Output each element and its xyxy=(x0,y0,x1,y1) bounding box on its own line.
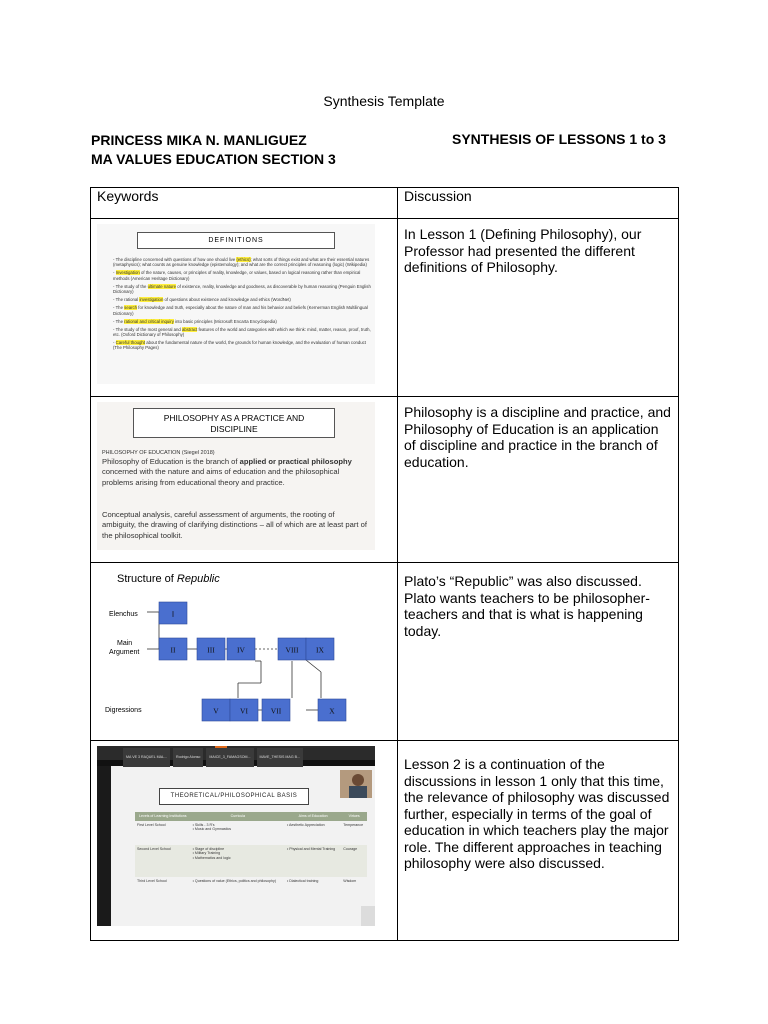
basis-table-cell: Wisdom xyxy=(343,878,357,883)
table-row xyxy=(91,563,679,741)
paragraph-emphasis: applied or practical philosophy xyxy=(239,457,352,466)
basis-table-row xyxy=(135,877,367,901)
main-argument-label: Main xyxy=(117,640,133,647)
book-label: VII xyxy=(270,706,282,716)
basis-table-cell: • Aesthetic Appreciation xyxy=(286,822,325,827)
definition-item: - Investigation of the nature, causes, or principles of reality, knowledge, or values, based on logical reasoning rather than empirical methods (American Heritage Dictionary) xyxy=(113,270,375,281)
practice-slide-paragraph: Conceptual analysis, careful assessment of arguments, the rooting of ambiguity, the drawing of clarifying distinctions – all of which are at least part of the philosophical toolkit. xyxy=(102,510,367,540)
basis-table-row xyxy=(135,845,367,877)
basis-table-cell: • Stage of discipline • Military Training • Mathematics and logic xyxy=(191,845,285,877)
basis-column-header: Virtues xyxy=(341,812,367,821)
keyword-cell xyxy=(91,397,398,563)
diagram-title: Structure of Republic xyxy=(117,573,220,585)
book-label: II xyxy=(170,645,176,655)
screen-heading: THEORETICAL/PHILOSOPHICAL BASIS xyxy=(159,788,309,805)
browser-tab: MAVE_THESIS MAG B... xyxy=(257,748,303,767)
browser-tabs xyxy=(123,748,303,767)
definition-item: - The study of the most general and abstract features of the world and categories with which we think: mind, matter, reason, proof, truth, etc. (Oxford Dictionary of Philosophy) xyxy=(113,327,375,338)
book-boxes xyxy=(159,602,346,721)
basis-table-header xyxy=(135,812,367,821)
author-name: PRINCESS MIKA N. MANLIGUEZ xyxy=(91,132,307,148)
definitions-slide-title: DEFINITIONS xyxy=(137,232,335,249)
browser-tab: MA VE 3 RAQUEL MAL... xyxy=(123,748,170,767)
discussion-cell: Philosophy is a discipline and practice, and Philosophy of Education is an application of discipline and practice in the branch of education. xyxy=(398,397,679,563)
basis-table-cell: Third Level School xyxy=(137,878,167,883)
lecture-screen-capture xyxy=(97,746,375,926)
basis-table-cell: First Level School xyxy=(137,822,166,827)
book-label: V xyxy=(213,706,219,716)
definition-item: - The search for knowledge and truth, especially about the nature of man and his behavior and beliefs (Kernerman English Multilingual Dictionary) xyxy=(113,305,375,316)
synthesis-table xyxy=(90,187,679,941)
basis-table xyxy=(135,812,367,901)
practice-title-line: DISCIPLINE xyxy=(210,424,258,434)
keywords-header: Keywords xyxy=(91,188,398,219)
discussion-header: Discussion xyxy=(398,188,679,219)
discussion-cell: Plato’s “Republic” was also discussed. Plato wants teachers to be philosopher-teachers and that is what is happening today. xyxy=(398,563,679,741)
paragraph-text: Philosophy of Education is the branch of xyxy=(102,457,240,466)
diagram-connectors xyxy=(147,609,321,710)
book-label: X xyxy=(329,706,335,716)
elenchus-label: Elenchus xyxy=(109,611,138,618)
definition-item: - The study of the ultimate nature of existence, reality, knowledge and goodness, as discoverable by human reasoning (Penguin English Dictionary) xyxy=(113,284,375,295)
synthesis-subject: SYNTHESIS OF LESSONS 1 to 3 xyxy=(452,131,666,147)
basis-table-cell: Courage xyxy=(341,845,367,877)
book-label: IX xyxy=(316,645,324,655)
book-label: IV xyxy=(237,645,245,655)
practice-slide-paragraph xyxy=(102,457,370,488)
basis-table-cell: • Physical and Mental Training xyxy=(285,845,341,877)
table-row xyxy=(91,397,679,563)
definition-item: - The rational and critical inquiry into basic principles (Microsoft Encarta Encyclopedia) xyxy=(113,319,375,324)
practice-slide-image xyxy=(97,402,375,550)
basis-table-cell: Temperance xyxy=(343,822,364,827)
book-label: VI xyxy=(240,706,248,716)
definition-item: - The rational investigation of questions about existence and knowledge and ethics (WordNet) xyxy=(113,297,375,302)
basis-column-header: Curricula xyxy=(191,812,285,821)
author-block xyxy=(91,131,336,169)
definitions-slide-image xyxy=(97,224,375,384)
practice-slide-title xyxy=(133,408,335,438)
basis-column-header: Levels of Learning Institutions xyxy=(135,812,191,821)
table-row xyxy=(91,219,679,397)
paragraph-text: concerned with the nature and aims of education and the philosophical problems arising from educational theory and practice. xyxy=(102,467,340,487)
basis-table-body xyxy=(135,821,367,901)
keyword-cell xyxy=(91,741,398,941)
document-title: Synthesis Template xyxy=(323,93,445,109)
basis-table-cell: • Dialectical training xyxy=(286,878,319,883)
definitions-list xyxy=(107,257,375,353)
table-row xyxy=(91,741,679,941)
practice-title-line: PHILOSOPHY AS A PRACTICE AND xyxy=(163,413,305,423)
basis-table-cell: Second Level School xyxy=(135,845,191,877)
main-argument-label: Argument xyxy=(109,649,140,656)
republic-structure-diagram xyxy=(97,568,375,728)
republic-diagram-image xyxy=(97,568,375,728)
discussion-cell: In Lesson 1 (Defining Philosophy), our Professor had presented the different definitions of Philosophy. xyxy=(398,219,679,397)
book-label: I xyxy=(171,609,175,619)
table-header-row xyxy=(91,188,679,219)
author-course: MA VALUES EDUCATION SECTION 3 xyxy=(91,151,336,167)
discussion-cell: Lesson 2 is a continuation of the discussions in lesson 1 only that this time, the relevance of philosophy was discussed further, especially in terms of the goal of education in which teachers play the major role. The different approaches in teaching philosophy were also discussed. xyxy=(398,741,679,941)
keyword-cell xyxy=(91,219,398,397)
basis-column-header: Aims of Education xyxy=(285,812,341,821)
book-label: III xyxy=(207,645,215,655)
keyword-cell xyxy=(91,563,398,741)
practice-slide-source: PHILOSOPHY OF EDUCATION (Siegel 2018) xyxy=(102,450,215,456)
browser-tab: Rodrigo Alonso xyxy=(173,748,203,767)
basis-table-cell: • Questions of value (Ethics, politics and philosophy) xyxy=(192,878,277,883)
basis-table-row xyxy=(135,821,367,845)
definition-item: - Careful thought about the fundamental nature of the world, the grounds for human knowledge, and the evaluation of human conduct (The Philosophy Pages) xyxy=(113,340,375,351)
definition-item: - The discipline concerned with questions of how one should live (ethics); what sorts of things exist and what are their essential natures (metaphysics); what counts as genuine knowledge (epistemology); and what are the correct principles of reasoning (logic) (Wikipedia) xyxy=(113,257,375,268)
book-label: VIII xyxy=(285,645,299,655)
browser-tab: MAICE_3_FAMAGSOM... xyxy=(206,748,253,767)
basis-table-cell: • Skills - 3 R's • Music and Gymnastics xyxy=(192,822,232,832)
digressions-label: Digressions xyxy=(105,707,142,714)
